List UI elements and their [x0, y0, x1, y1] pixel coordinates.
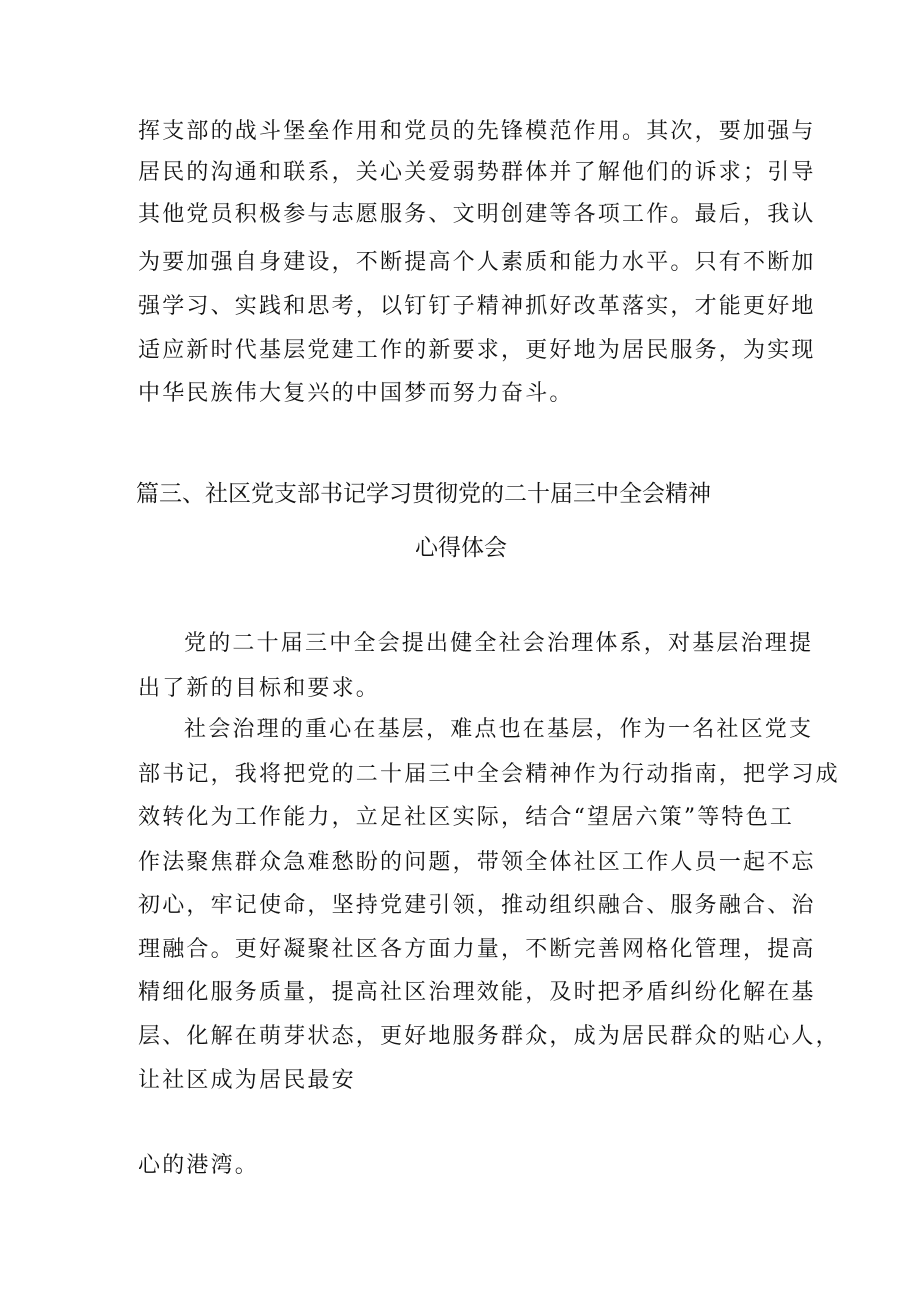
section-heading-line-1: 篇三、社区党支部书记学习贯彻党的二十届三中全会精神 — [136, 481, 711, 507]
paragraph-3-line-1: 心的港湾。 — [138, 1153, 260, 1178]
continuation-line-6: 适应新时代基层党建工作的新要求，更好地为居民服务，为实现 — [138, 338, 816, 363]
paragraph-2-line-5: 初心，牢记使命，坚持党建引领，推动组织融合、服务融合、治 — [138, 893, 816, 918]
paragraph-2-line-2: 部书记，我将把党的二十届三中全会精神作为行动指南，把学习成 — [138, 762, 840, 787]
paragraph-2-line-9: 让社区成为居民最安 — [138, 1068, 356, 1093]
paragraph-2-line-8: 层、化解在萌芽状态，更好地服务群众，成为居民群众的贴心人， — [138, 1024, 840, 1049]
continuation-line-1: 挥支部的战斗堡垒作用和党员的先锋模范作用。其次，要加强与 — [138, 119, 816, 144]
paragraph-1-line-1: 党的二十届三中全会提出健全社会治理体系，对基层治理提 — [184, 631, 814, 656]
paragraph-2-line-4: 作法聚焦群众急难愁盼的问题，带领全体社区工作人员一起不忘 — [138, 850, 816, 875]
paragraph-1-line-2: 出了新的目标和要求。 — [138, 676, 381, 701]
continuation-line-2: 居民的沟通和联系，关心关爱弱势群体并了解他们的诉求；引导 — [138, 160, 816, 185]
paragraph-2-line-3: 效转化为工作能力，立足社区实际，结合“望居六策”等特色工 — [138, 805, 795, 830]
continuation-line-4: 为要加强自身建设，不断提高个人素质和能力水平。只有不断加 — [138, 250, 816, 275]
paragraph-2-line-7: 精细化服务质量，提高社区治理效能，及时把矛盾纠纷化解在基 — [138, 980, 816, 1005]
continuation-line-7: 中华民族伟大复兴的中国梦而努力奋斗。 — [138, 381, 574, 406]
paragraph-2-line-1: 社会治理的重心在基层，难点也在基层，作为一名社区党支 — [184, 717, 814, 742]
continuation-line-5: 强学习、实践和思考，以钉钉子精神抓好改革落实，才能更好地 — [138, 294, 816, 319]
paragraph-2-line-6: 理融合。更好凝聚社区各方面力量，不断完善网格化管理，提高 — [138, 937, 816, 962]
continuation-line-3: 其他党员积极参与志愿服务、文明创建等各项工作。最后，我认 — [138, 202, 816, 227]
section-heading-line-2: 心得体会 — [415, 535, 507, 561]
